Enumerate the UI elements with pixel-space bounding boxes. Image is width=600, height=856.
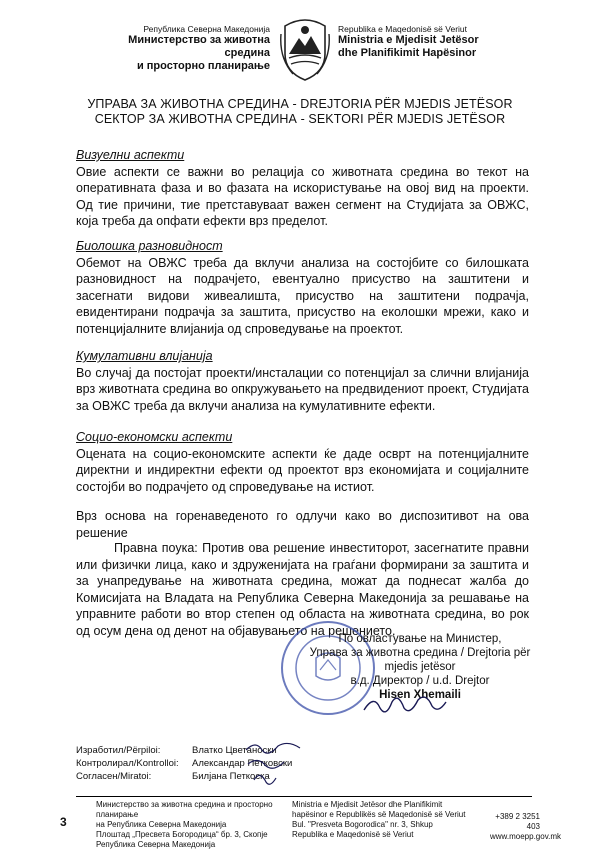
footer-mk-line: Плоштад „Пресвета Богородица“ бр. 3, Скопје bbox=[96, 830, 268, 839]
signatory-name: Hisen Xhemaili bbox=[379, 689, 461, 701]
section-cumulative-impacts bbox=[76, 348, 529, 414]
section-title: Биолошка разновидност bbox=[76, 239, 223, 253]
credit-name: Влатко Цветаноски bbox=[192, 745, 277, 756]
footer-divider bbox=[76, 796, 532, 797]
footer-mk-line: Министерство за животна средина и просторно планирање bbox=[96, 800, 273, 819]
credit-role: Контролирал/Kontrolloi: bbox=[76, 758, 179, 769]
coat-of-arms-emblem bbox=[279, 14, 331, 84]
footer-al-line: Ministria e Mjedisit Jetësor dhe Planifikimit bbox=[292, 800, 443, 809]
header-right-republic: Republika e Maqedonisë së Veriut bbox=[338, 24, 467, 34]
header-left-ministry-line2: и просторно планирање bbox=[136, 60, 270, 72]
handwritten-signature bbox=[360, 690, 450, 720]
section-text: Во случај да постојат проекти/инсталации со потенцијал за слични влијанија врз животната средина во опкружувањето на предвидениот проект, Студијата за ОВЖС треба да вклучи анализа на кумулативните ефекти. bbox=[76, 365, 529, 413]
credit-name: Билјана Петкоска bbox=[192, 771, 270, 782]
signature-department: Управа за животна средина / Drejtoria për mjedis jetësor bbox=[309, 647, 531, 673]
section-biodiversity bbox=[76, 238, 529, 337]
footer-contact bbox=[490, 812, 561, 842]
department-line1: УПРАВА ЗА ЖИВОТНА СРЕДИНА - DREJTORIA PËR MJEDIS JETËSOR bbox=[87, 97, 513, 111]
section-socio-economic bbox=[76, 429, 529, 495]
credit-role: Изработил/Përpiloi: bbox=[76, 745, 161, 756]
credit-role: Согласен/Miratoi: bbox=[76, 771, 152, 782]
section-text: Обемот на ОВЖС треба да вклучи анализа на состојбите со билошката разновидност на подрачјето, евентуално присуство на заштитени и засегнати видови живеалишта, присуство на заштитени подрачја, евидентирани подрачја за заштита, присуство на еколошки мрежи, како и потенцијалните влијанија од спроведување на проектот. bbox=[76, 255, 529, 336]
initials-signatures bbox=[244, 740, 314, 790]
header-right bbox=[338, 24, 538, 60]
footer-al-address bbox=[292, 800, 482, 840]
header-left-republic: Република Северна Македонија bbox=[143, 24, 270, 34]
header-right-ministry-line1: Ministria e Mjedisit Jetësor bbox=[338, 34, 479, 46]
section-title: Социо-економски аспекти bbox=[76, 430, 233, 444]
section-text: Овие аспекти се важни во релација со животната средина во текот на оперативната фаза и во фазата на искористување на овој вид на проекти. Од тие причини, тие претставуваат важен сегмент на Студијата за ОВЖС, која треба да опфати ефекти врз пределот. bbox=[76, 164, 529, 228]
footer-website[interactable]: www.moepp.gov.mk bbox=[490, 832, 561, 841]
footer-al-line: Bul. "Presveta Bogorodica" nr. 3, Shkup bbox=[292, 820, 433, 829]
footer-al-line: hapësinor e Republikës së Maqedonisë së Veriut bbox=[292, 810, 466, 819]
footer-mk-address bbox=[96, 800, 286, 850]
department-line2: СЕКТОР ЗА ЖИВОТНА СРЕДИНА - SEKTORI PËR MJEDIS JETËSOR bbox=[94, 112, 506, 126]
section-text: Оцената на социо-економските аспекти ќе даде осврт на потенцијалните директни и индиректни ефекти од проектот врз економијата и социјалните состојби во подрачјето од спроведување на истиот. bbox=[76, 446, 529, 494]
footer-mk-line: Република Северна Македонија bbox=[96, 840, 216, 849]
section-title: Визуелни аспекти bbox=[76, 148, 185, 162]
credit-name: Александар Петковски bbox=[192, 758, 293, 769]
footer-al-line: Republika e Maqedonisë së Veriut bbox=[292, 830, 414, 839]
footer-mk-line: на Република Северна Македонија bbox=[96, 820, 227, 829]
legal-notice: Правна поука: Против ова решение инвеститорот, засегнатите правни или физички лица, како и здруженијата на граѓани формирани за заштита и за унапредување на животната средина, можат да поднесат жалба до Комисијата на Владата на Република Северна Македонија за решавање на управните работи во втор степен од областа на животната средина, во рок од осум дена од денот на објавувањето на решението. bbox=[76, 541, 529, 638]
conclusion-text: Врз основа на горенаведеното го одлучи како во диспозитивот на ова решение bbox=[76, 509, 529, 540]
header-left bbox=[120, 24, 270, 73]
signature-title: в.д. Директор / u.d. Drejtor bbox=[350, 675, 490, 687]
section-title: Кумулативни влијанија bbox=[76, 349, 213, 363]
section-visual-aspects bbox=[76, 147, 529, 230]
footer-phone: +389 2 3251 403 bbox=[495, 812, 540, 831]
page-number: 3 bbox=[60, 815, 67, 829]
header-left-ministry-line1: Министерство за животна средина bbox=[128, 34, 270, 59]
header-right-ministry-line2: dhe Planifikimit Hapësinor bbox=[338, 47, 477, 59]
signature-authorization: По овластување на Министер, bbox=[338, 633, 502, 645]
